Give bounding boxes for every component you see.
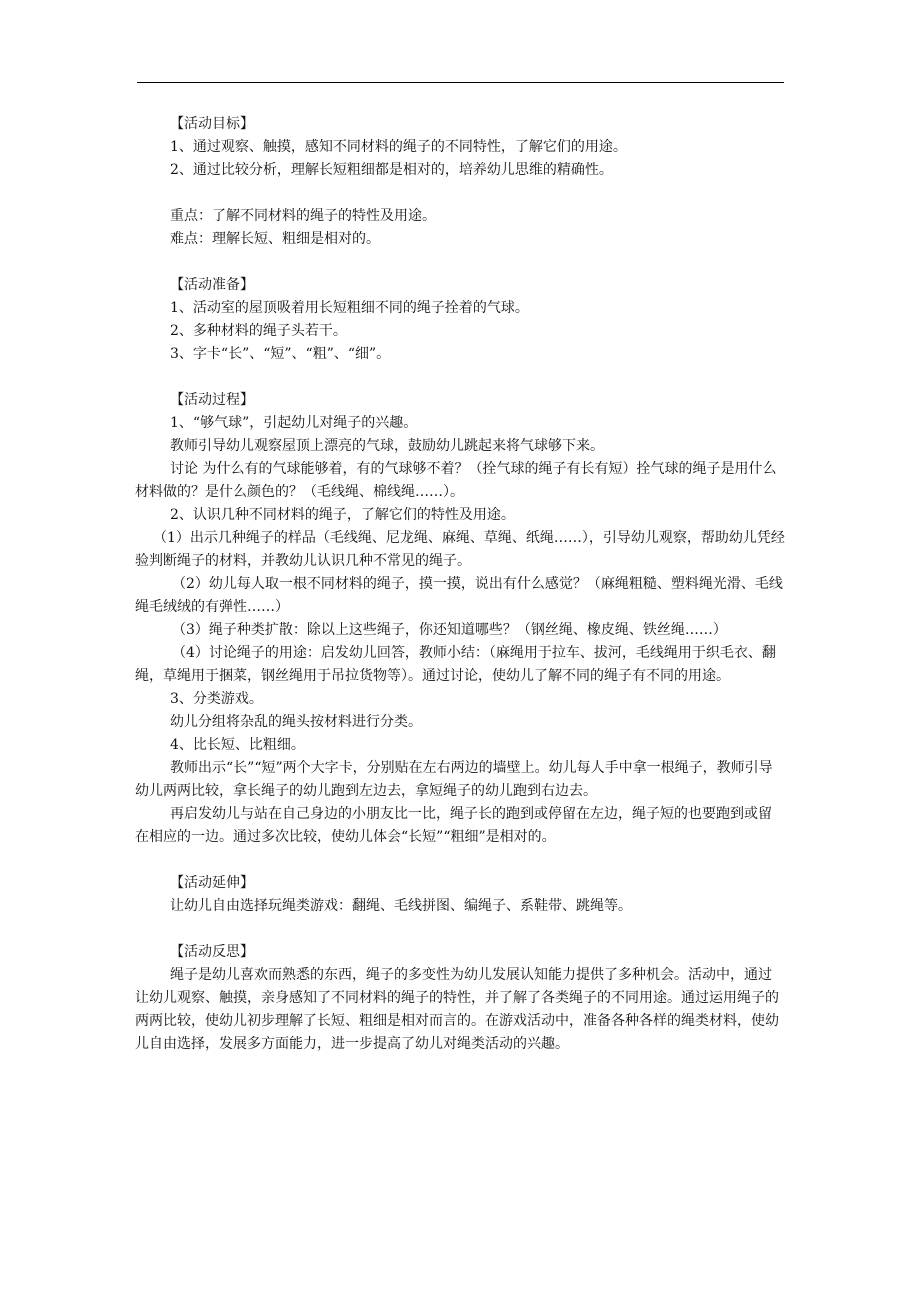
- preparation-heading: 【活动准备】: [170, 277, 254, 293]
- step2-sub4: （4）讨论绳子的用途：启发幼儿回答，教师小结：（麻绳用于拉车、拔河，毛线绳用于织毛衣、翻绳，草绳用于捆菜，钢丝绳用于吊拉货物等）。通过讨论，使幼儿了解不同的绳子有不同的用途。: [135, 645, 776, 684]
- difficulty-point: 难点：理解长短、粗细是相对的。: [170, 231, 380, 247]
- step1-discussion: 讨论 为什么有的气球能够着，有的气球够不着？（拴气球的绳子有长有短）拴气球的绳子是用什么材料做的？是什么颜色的？（毛线绳、棉线绳……）。: [135, 461, 777, 500]
- step3-title: 3、分类游戏。: [170, 691, 263, 707]
- step1-text: 教师引导幼儿观察屋顶上漂亮的气球，鼓励幼儿跳起来将气球够下来。: [170, 438, 604, 454]
- step4-text2: 再启发幼儿与站在自己身边的小朋友比一比，绳子长的跑到或停留在左边，绳子短的也要跑到或留在相应的一边。通过多次比较，使幼儿体会“长短”“粗细”是相对的。: [135, 806, 772, 845]
- goals-heading: 【活动目标】: [170, 116, 254, 132]
- step2-title: 2、认识几种不同材料的绳子，了解它们的特性及用途。: [170, 507, 515, 523]
- step3-text: 幼儿分组将杂乱的绳头按材料进行分类。: [170, 714, 422, 730]
- step2-sub3: （3）绳子种类扩散：除以上这些绳子，你还知道哪些？（钢丝绳、橡皮绳、铁丝绳……）: [172, 622, 727, 638]
- step1-title: 1、“够气球”，引起幼儿对绳子的兴趣。: [170, 415, 418, 431]
- step2-sub1: （1）出示几种绳子的样品（毛线绳、尼龙绳、麻绳、草绳、纸绳……），引导幼儿观察，帮助幼儿凭经验判断绳子的材料，并教幼儿认识几种不常见的绳子。: [135, 530, 785, 569]
- header-rule: [137, 82, 784, 83]
- preparation-item: 1、活动室的屋顶吸着用长短粗细不同的绳子拴着的气球。: [170, 300, 529, 316]
- goal-item: 2、通过比较分析，理解长短粗细都是相对的，培养幼儿思维的精确性。: [170, 162, 613, 178]
- process-heading: 【活动过程】: [170, 392, 254, 408]
- step2-sub2: （2）幼儿每人取一根不同材料的绳子，摸一摸，说出有什么感觉？（麻绳粗糙、塑料绳光滑、毛线绳毛绒绒的有弹性……）: [135, 576, 783, 615]
- preparation-item: 2、多种材料的绳子头若干。: [170, 323, 347, 339]
- extension-heading: 【活动延伸】: [170, 875, 254, 891]
- preparation-item: 3、字卡“长”、“短”、“粗”、“细”。: [170, 346, 391, 362]
- document-body: [135, 113, 785, 1056]
- reflection-text: 绳子是幼儿喜欢而熟悉的东西，绳子的多变性为幼儿发展认知能力提供了多种机会。活动中，通过让幼儿观察、触摸，亲身感知了不同材料的绳子的特性，并了解了各类绳子的不同用途。通过运用绳子的两两比较，使幼儿初步理解了长短、粗细是相对而言的。在游戏活动中，准备各种各样的绳类材料，使幼儿自由选择，发展多方面能力，进一步提高了幼儿对绳类活动的兴趣。: [135, 967, 779, 1052]
- reflection-heading: 【活动反思】: [170, 944, 254, 960]
- extension-text: 让幼儿自由选择玩绳类游戏：翻绳、毛线拼图、编绳子、系鞋带、跳绳等。: [170, 898, 632, 914]
- key-point: 重点：了解不同材料的绳子的特性及用途。: [170, 208, 436, 224]
- step4-text1: 教师出示“长”“短”两个大字卡，分别贴在左右两边的墙壁上。幼儿每人手中拿一根绳子，教师引导幼儿两两比较，拿长绳子的幼儿跑到左边去，拿短绳子的幼儿跑到右边去。: [135, 760, 773, 799]
- goal-item: 1、通过观察、触摸，感知不同材料的绳子的不同特性，了解它们的用途。: [170, 139, 627, 155]
- step4-title: 4、比长短、比粗细。: [170, 737, 305, 753]
